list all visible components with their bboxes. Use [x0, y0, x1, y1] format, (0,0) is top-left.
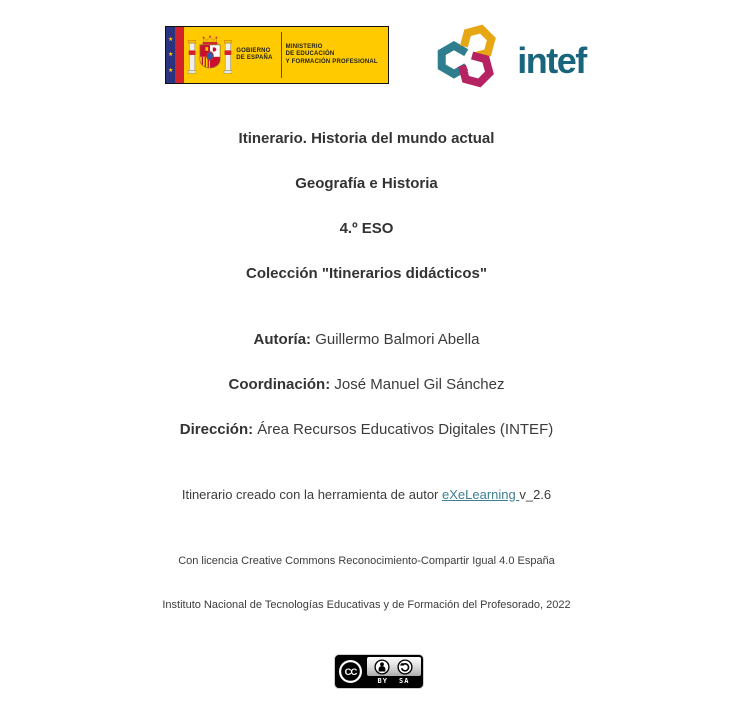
badge-row: [12, 655, 733, 688]
itinerary-title: Itinerario. Historia del mundo actual: [238, 130, 495, 147]
gobierno-espana-text: [236, 48, 272, 63]
license-line: Con licencia Creative Commons Reconocimiento-Compartir Igual 4.0 España: [178, 555, 555, 567]
header: [9, 0, 733, 90]
ministerio-line: Y FORMACIÓN PROFESIONAL: [285, 58, 378, 65]
eu-star-icon: ★: [168, 67, 174, 74]
cc-by-label: BY: [377, 677, 388, 685]
credit-autoria: [0, 331, 733, 349]
gov-logo-yellow-field: [184, 27, 388, 83]
tool-line-prefix: Itinerario creado con la herramienta de autor: [181, 487, 442, 502]
intef-knot-icon: [433, 22, 509, 90]
gobierno-line: GOBIERNO: [236, 47, 271, 54]
eu-flag-band: [166, 27, 175, 83]
ministerio-line: DE EDUCACIÓN: [285, 51, 335, 58]
cc-by-sa-badge[interactable]: [335, 655, 423, 688]
eu-star-icon: ★: [168, 52, 174, 58]
intef-wordmark: intef: [517, 40, 586, 81]
credit-value: Guillermo Balmori Abella: [315, 331, 480, 348]
institute-line: Instituto Nacional de Tecnologías Educativas y de Formación del Profesorado, 2022: [162, 599, 571, 611]
cc-sa-label: SA: [399, 677, 410, 685]
gobierno-line: DE ESPAÑA: [236, 55, 273, 61]
cc-badge-labels: [367, 676, 421, 686]
subject-title: Geografía e Historia: [295, 175, 438, 192]
svg-text:CC: CC: [344, 667, 357, 678]
logo-divider: [281, 32, 282, 78]
tool-line: [0, 487, 733, 503]
cc-by-person-icon: [374, 659, 390, 675]
credit-value: Área Recursos Educativos Digitales (INTEF): [257, 421, 554, 438]
collection-title: Colección "Itinerarios didácticos": [246, 265, 487, 282]
cc-sa-arrow-icon: [397, 659, 413, 675]
gobierno-espana-logo: [165, 26, 389, 84]
credit-coordinacion: [0, 376, 733, 394]
tool-line-suffix: v_2.6: [519, 487, 552, 502]
cc-badge-panel: [367, 657, 421, 676]
credit-label: Autoría:: [253, 331, 312, 348]
spain-flag-red-band: [175, 27, 184, 83]
cc-logo-icon: [337, 657, 365, 686]
intef-logo: [433, 22, 586, 90]
spain-coat-of-arms-icon: [187, 32, 233, 78]
credit-label: Coordinación:: [228, 376, 331, 393]
eu-star-icon: ★: [168, 36, 174, 43]
exelearning-link[interactable]: eXeLearning: [442, 487, 520, 502]
credit-value: José Manuel Gil Sánchez: [334, 376, 505, 393]
ministerio-text: [286, 44, 378, 67]
grade-title: 4.º ESO: [339, 220, 394, 237]
credit-label: Dirección:: [179, 421, 254, 438]
credit-direccion: [0, 421, 733, 439]
ministerio-line: MINISTERIO: [285, 43, 323, 50]
cc-badge-right: [367, 657, 421, 686]
